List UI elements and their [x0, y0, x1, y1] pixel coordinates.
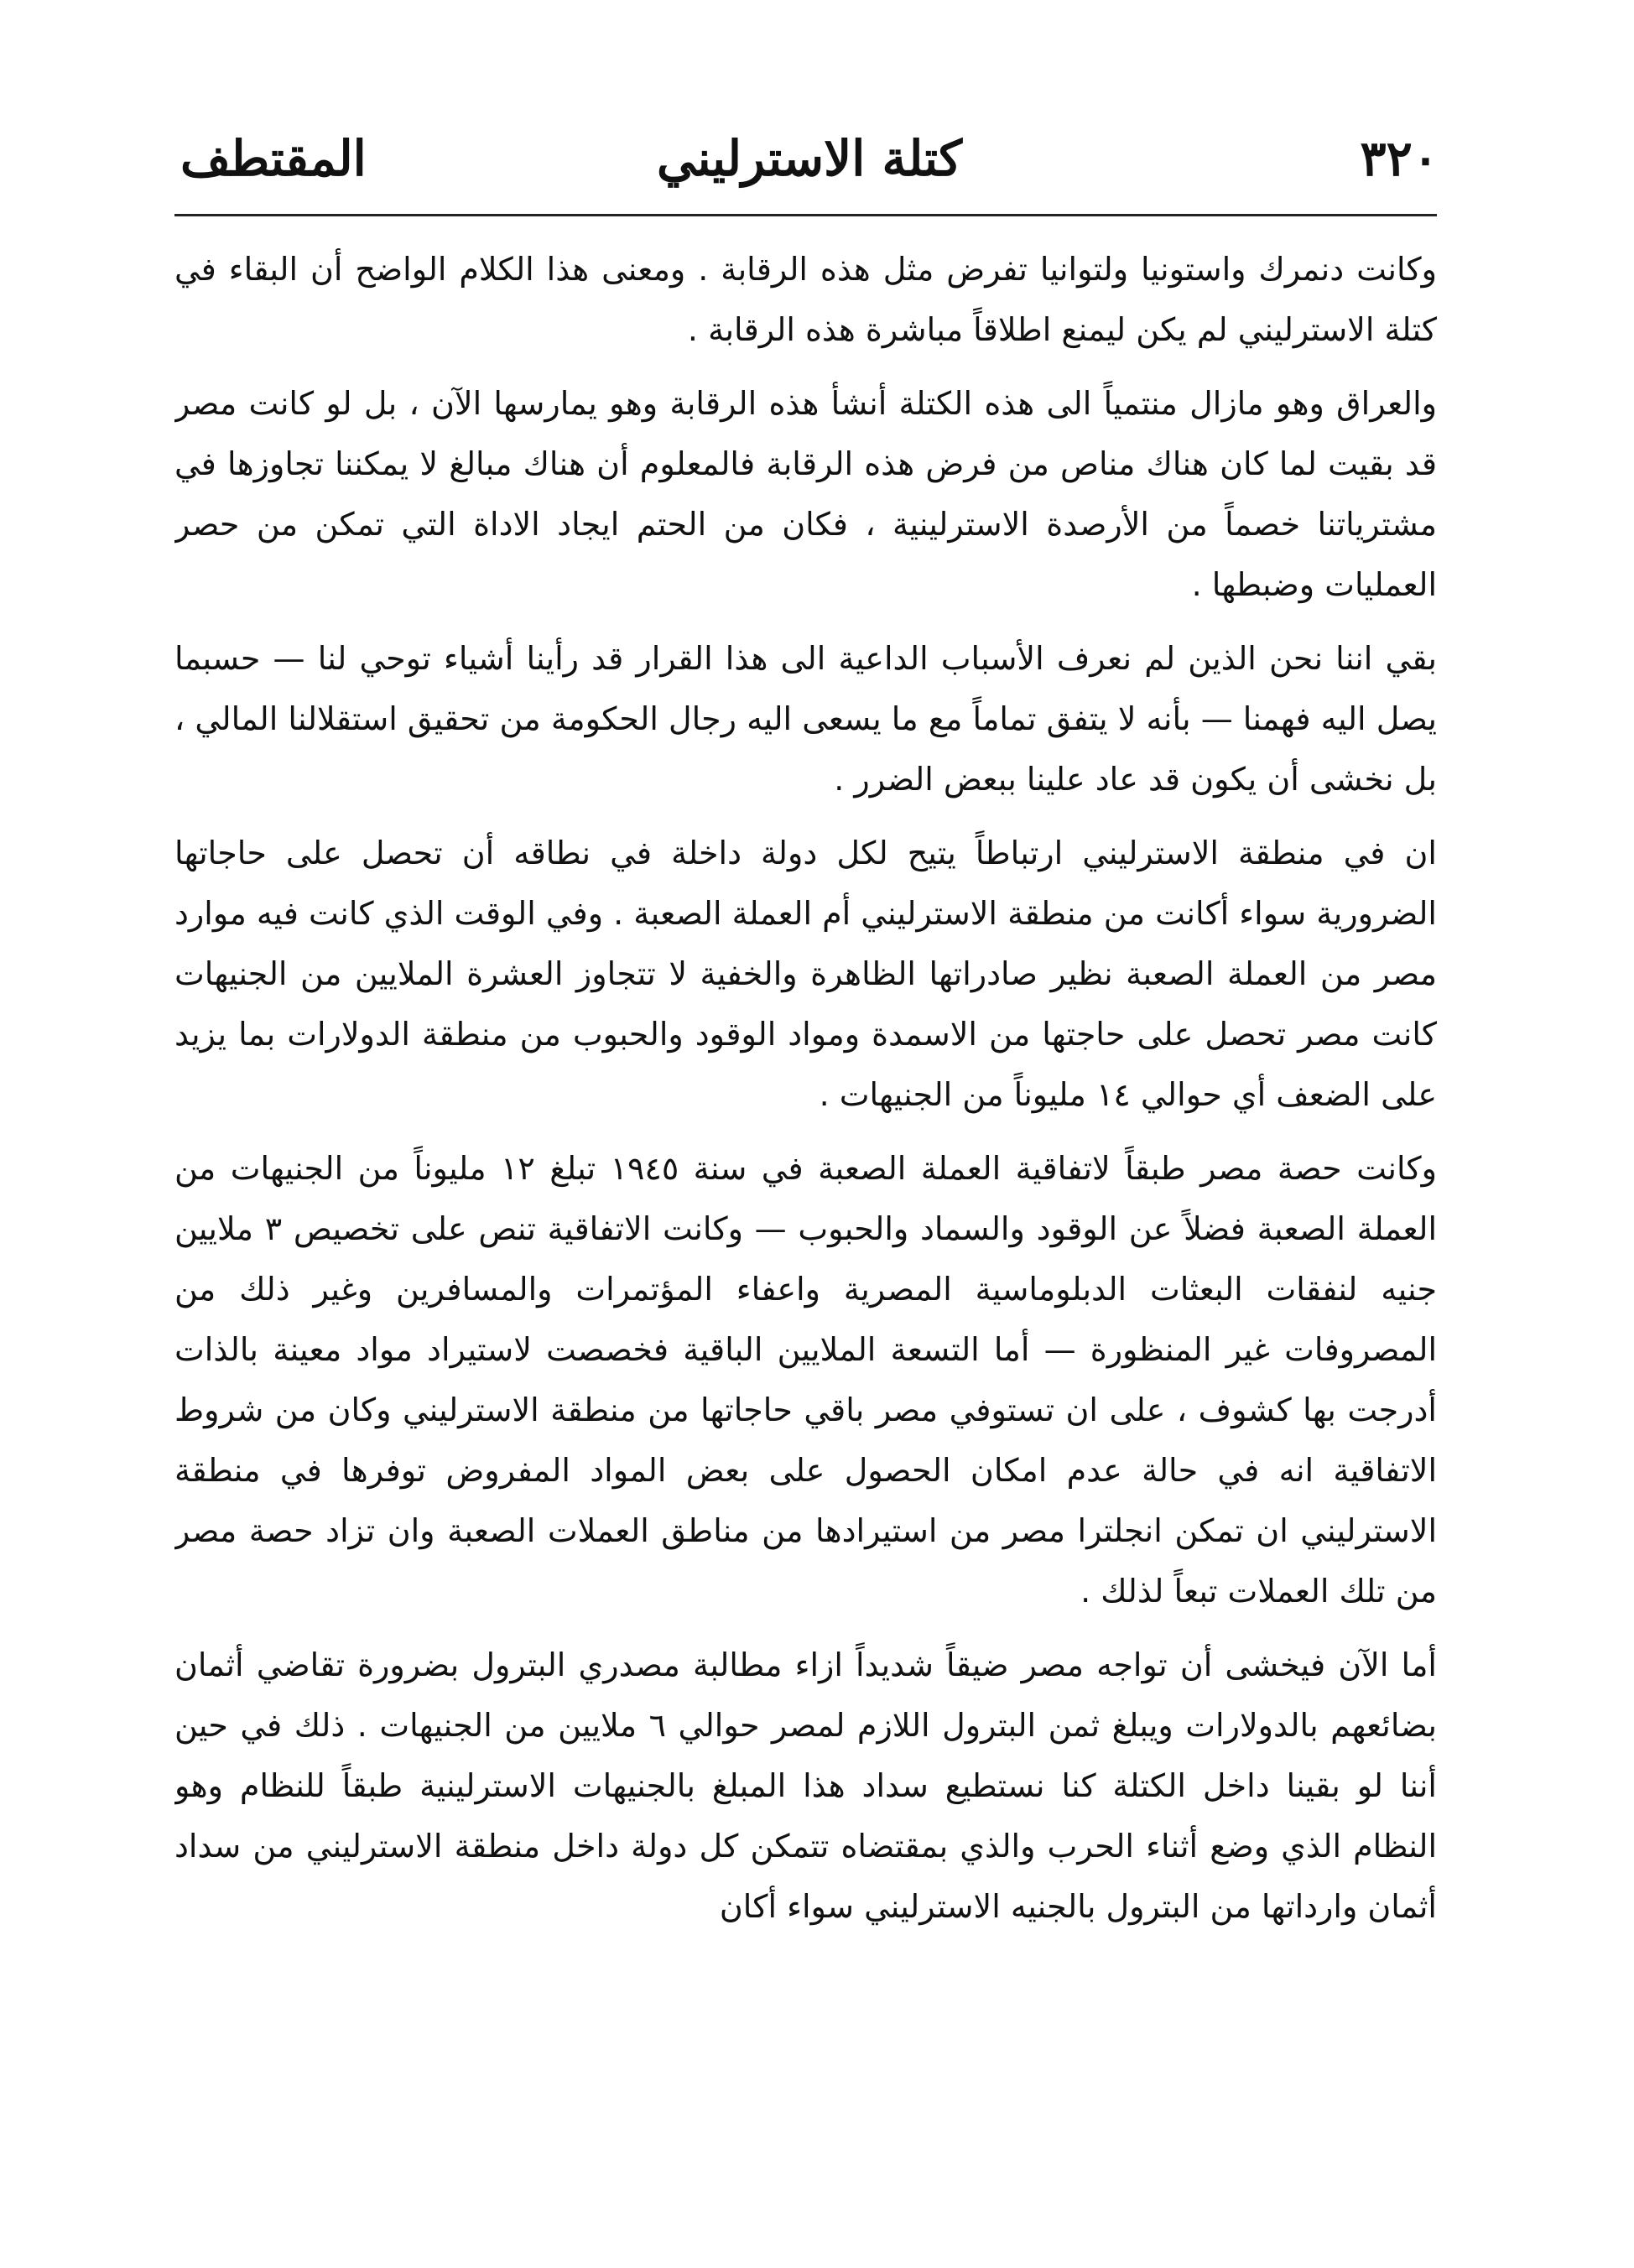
- paragraph-2: والعراق وهو مازال منتمياً الى هذه الكتلة أنشأ هذه الرقابة وهو يمارسها الآن ، بل لو كانت مصر قد بقيت لما كان هناك مناص من فرض هذه الرقابة فالمعلوم أن هناك مبالغ لا يمكننا تجاوزها في مشترياتنا خصماً من الأرصدة الاسترلينية ، فكان من الحتم ايجاد الاداة التي تمكن من حصر العمليات وضبطها .: [174, 385, 1437, 603]
- page-number: ٣٢٠: [1360, 130, 1439, 187]
- paragraph-4: ان في منطقة الاسترليني ارتباطاً يتيح لكل دولة داخلة في نطاقه أن تحصل على حاجاتها الضرورية سواء أكانت من منطقة الاسترليني أم العملة الصعبة . وفي الوقت الذي كانت فيه موارد مصر من العملة الصعبة نظير صادراتها الظاهرة والخفية لا تتجاوز العشرة الملايين من الجنيهات كانت مصر تحصل على حاجتها من الاسمدة ومواد الوقود والحبوب من منطقة الدولارات بما يزيد على الضعف أي حوالي ١٤ مليوناً من الجنيهات .: [174, 835, 1437, 1113]
- paragraph-5: وكانت حصة مصر طبقاً لاتفاقية العملة الصعبة في سنة ١٩٤٥ تبلغ ١٢ مليوناً من الجنيهات من العملة الصعبة فضلاً عن الوقود والسماد والحبوب — وكانت الاتفاقية تنص على تخصيص ٣ ملايين جنيه لنفقات البعثات الدبلوماسية المصرية واعفاء المؤتمرات والمسافرين وغير ذلك من المصروفات غير المنظورة — أما التسعة الملايين الباقية فخصصت لاستيراد مواد معينة بالذات أدرجت بها كشوف ، على ان تستوفي مصر باقي حاجاتها من منطقة الاسترليني وكان من شروط الاتفاقية انه في حالة عدم امكان الحصول على بعض المواد المفروض توفرها في منطقة الاسترليني ان تمكن انجلترا مصر من استيرادها من مناطق العملات الصعبة وان تزاد حصة مصر من تلك العملات تبعاً لذلك .: [174, 1150, 1437, 1610]
- paragraph-6: أما الآن فيخشى أن تواجه مصر ضيقاً شديداً ازاء مطالبة مصدري البترول بضرورة تقاضي أثمان بضائعهم بالدولارات ويبلغ ثمن البترول اللازم لمصر حوالي ٦ ملايين من الجنيهات . ذلك في حين أننا لو بقينا داخل الكتلة كنا نستطيع سداد هذا المبلغ بالجنيهات الاسترلينية طبقاً للنظام وهو النظام الذي وضع أثناء الحرب والذي بمقتضاه تتمكن كل دولة داخل منطقة الاسترليني من سداد أثمان وارداتها من البترول بالجنيه الاسترليني سواء أكان: [174, 1646, 1437, 1925]
- header-rule: [174, 214, 1437, 216]
- paragraph-3: بقي اننا نحن الذين لم نعرف الأسباب الداعية الى هذا القرار قد رأينا أشياء توحي لنا — حسبما يصل اليه فهمنا — بأنه لا يتفق تماماً مع ما يسعى اليه رجال الحكومة من تحقيق استقلالنا المالي ، بل نخشى أن يكون قد عاد علينا ببعض الضرر .: [174, 640, 1437, 798]
- journal-name: المقتطف: [180, 130, 367, 187]
- running-title: كتلة الاسترليني: [657, 130, 962, 187]
- paragraph-1: وكانت دنمرك واستونيا ولتوانيا تفرض مثل هذه الرقابة . ومعنى هذا الكلام الواضح أن البقاء في كتلة الاسترليني لم يكن ليمنع اطلاقاً مباشرة هذه الرقابة .: [174, 251, 1437, 348]
- article-body: [174, 239, 1437, 2219]
- page-header: [180, 130, 1439, 218]
